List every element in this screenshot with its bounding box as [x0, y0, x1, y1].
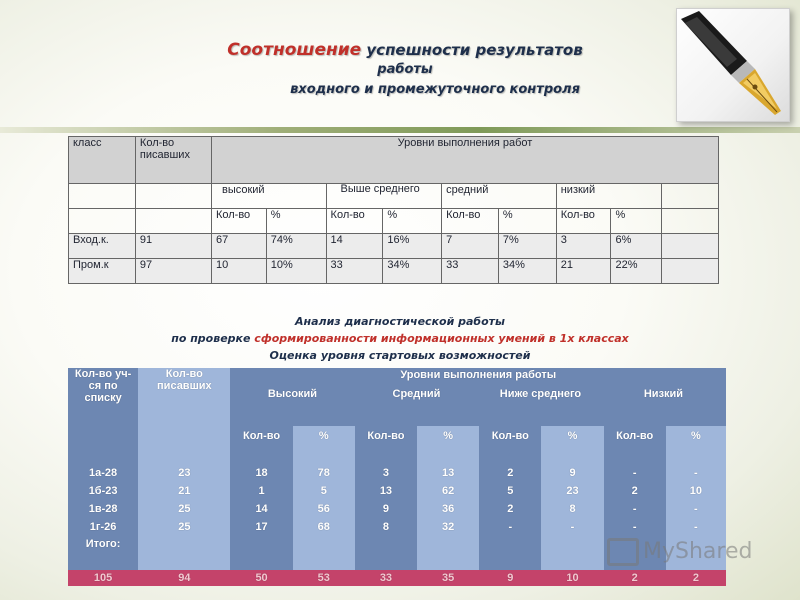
total-cell: 10: [541, 570, 603, 586]
cell: 3: [556, 234, 611, 259]
t1-sub: %: [611, 209, 662, 234]
cell: 2: [479, 464, 541, 482]
t1-levels-row: [69, 184, 719, 209]
cell: 67: [211, 234, 266, 259]
row-label: 1б-23: [68, 482, 138, 500]
cell: 10%: [266, 259, 326, 284]
total-cell: 50: [230, 570, 292, 586]
cell: 97: [135, 259, 211, 284]
cell: 5: [479, 482, 541, 500]
t2-h-wrote: Кол-во писавших: [138, 368, 230, 426]
cell: 56: [293, 500, 355, 518]
cell: 8: [541, 500, 603, 518]
cell: -: [666, 500, 726, 518]
title-line2: работы: [377, 62, 433, 77]
table-row: [69, 259, 719, 284]
t1-h-class: класс: [69, 137, 136, 184]
cell: 10: [666, 482, 726, 500]
slide-title: [170, 40, 640, 100]
cell: 34%: [383, 259, 442, 284]
control-results-table: [68, 136, 719, 284]
cell: 18: [230, 464, 292, 482]
table-row: [69, 234, 719, 259]
t1-level: Выше среднего: [326, 184, 442, 209]
t1-sub: %: [498, 209, 556, 234]
cell: 34%: [498, 259, 556, 284]
cell: -: [604, 464, 666, 482]
watermark: [607, 538, 752, 566]
t2-header-row: [68, 368, 726, 426]
t2-sub: %: [541, 426, 603, 446]
cell: 8: [355, 518, 417, 536]
t1-sub: Кол-во: [326, 209, 383, 234]
t1-level: низкий: [556, 184, 661, 209]
cell: -: [604, 518, 666, 536]
cell: 9: [355, 500, 417, 518]
cell: 22%: [611, 259, 662, 284]
t1-sub: Кол-во: [211, 209, 266, 234]
cell: 68: [293, 518, 355, 536]
t1-sub: Кол-во: [442, 209, 499, 234]
cell: 6%: [611, 234, 662, 259]
table-row: [68, 464, 726, 482]
cell: -: [604, 500, 666, 518]
row-label: 1в-28: [68, 500, 138, 518]
cell: 23: [541, 482, 603, 500]
cell: 5: [293, 482, 355, 500]
cell: 21: [138, 482, 230, 500]
cell: 78: [293, 464, 355, 482]
cell: 3: [355, 464, 417, 482]
cell: 32: [417, 518, 479, 536]
cell: -: [666, 464, 726, 482]
cell: 33: [326, 259, 383, 284]
cell: 62: [417, 482, 479, 500]
t2-sub: %: [293, 426, 355, 446]
cell: 91: [135, 234, 211, 259]
t1-h-levels: Уровни выполнения работ: [211, 137, 718, 184]
total-cell: 2: [666, 570, 726, 586]
t2-sub: Кол-во: [604, 426, 666, 446]
t1-level: средний: [442, 184, 557, 209]
cell: 33: [442, 259, 499, 284]
cell: -: [479, 518, 541, 536]
t1-sub: %: [383, 209, 442, 234]
cell: 9: [541, 464, 603, 482]
total-cell: 53: [293, 570, 355, 586]
t1-h-count: Кол-во писавших: [135, 137, 211, 184]
total-cell: 2: [604, 570, 666, 586]
row-label: 1г-26: [68, 518, 138, 536]
subtitle-line2-a: по проверке: [171, 332, 255, 345]
cell: -: [541, 518, 603, 536]
title-word-big: Соотношение: [227, 40, 362, 60]
cell: 25: [138, 500, 230, 518]
t2-sub: Кол-во: [479, 426, 541, 446]
cell: 17: [230, 518, 292, 536]
total-row: [68, 570, 726, 586]
t1-level: высокий: [211, 184, 326, 209]
cell: 2: [604, 482, 666, 500]
section-subtitle: [150, 313, 650, 364]
cell: 36: [417, 500, 479, 518]
cell: 7%: [498, 234, 556, 259]
t2-h-count-list: Кол-во уч-ся по списку: [68, 368, 138, 426]
t2-sub: Кол-во: [230, 426, 292, 446]
t2-level: Ниже среднего: [499, 388, 582, 400]
t1-sub: Кол-во: [556, 209, 611, 234]
row-label: 1а-28: [68, 464, 138, 482]
cell: 21: [556, 259, 611, 284]
cell: 7: [442, 234, 499, 259]
fountain-pen-icon: [676, 8, 790, 122]
subtitle-line3: Оценка уровня стартовых возможностей: [269, 349, 531, 362]
cell: 74%: [266, 234, 326, 259]
cell: 14: [230, 500, 292, 518]
row-label: Вход.к.: [69, 234, 136, 259]
t2-sub: Кол-во: [355, 426, 417, 446]
watermark-text: MyShared: [643, 539, 753, 564]
cell: -: [666, 518, 726, 536]
t2-sub: %: [666, 426, 726, 446]
cell: 16%: [383, 234, 442, 259]
total-cell: 105: [68, 570, 138, 586]
total-label: Итого:: [68, 536, 138, 552]
myshared-logo-icon: [607, 538, 639, 566]
table-row: [68, 500, 726, 518]
t2-level: Средний: [392, 388, 441, 400]
subtitle-line2-red: сформированности информационных умений в 1х классах: [254, 332, 629, 345]
green-stripe: [0, 127, 800, 133]
total-cell: 35: [417, 570, 479, 586]
cell: 1: [230, 482, 292, 500]
t1-sub-row: [69, 209, 719, 234]
t2-h-levels: Уровни выполнения работы: [400, 369, 557, 381]
cell: 2: [479, 500, 541, 518]
table-row: [68, 482, 726, 500]
total-cell: 33: [355, 570, 417, 586]
t2-level: Высокий: [267, 388, 318, 400]
t2-level: Низкий: [643, 388, 684, 400]
t1-header-row: [69, 137, 719, 184]
cell: 14: [326, 234, 383, 259]
row-label: Пром.к: [69, 259, 136, 284]
cell: 23: [138, 464, 230, 482]
cell: 10: [211, 259, 266, 284]
t2-sub-row: [68, 426, 726, 446]
t1-sub: %: [266, 209, 326, 234]
subtitle-line1: Анализ диагностической работы: [295, 315, 505, 328]
t2-sub: %: [417, 426, 479, 446]
cell: 25: [138, 518, 230, 536]
cell: 13: [355, 482, 417, 500]
cell: 13: [417, 464, 479, 482]
table-row: [68, 518, 726, 536]
total-cell: 94: [138, 570, 230, 586]
title-line3: входного и промежуточного контроля: [290, 82, 580, 97]
title-line1-rest: успешности результатов: [361, 41, 583, 59]
total-cell: 9: [479, 570, 541, 586]
